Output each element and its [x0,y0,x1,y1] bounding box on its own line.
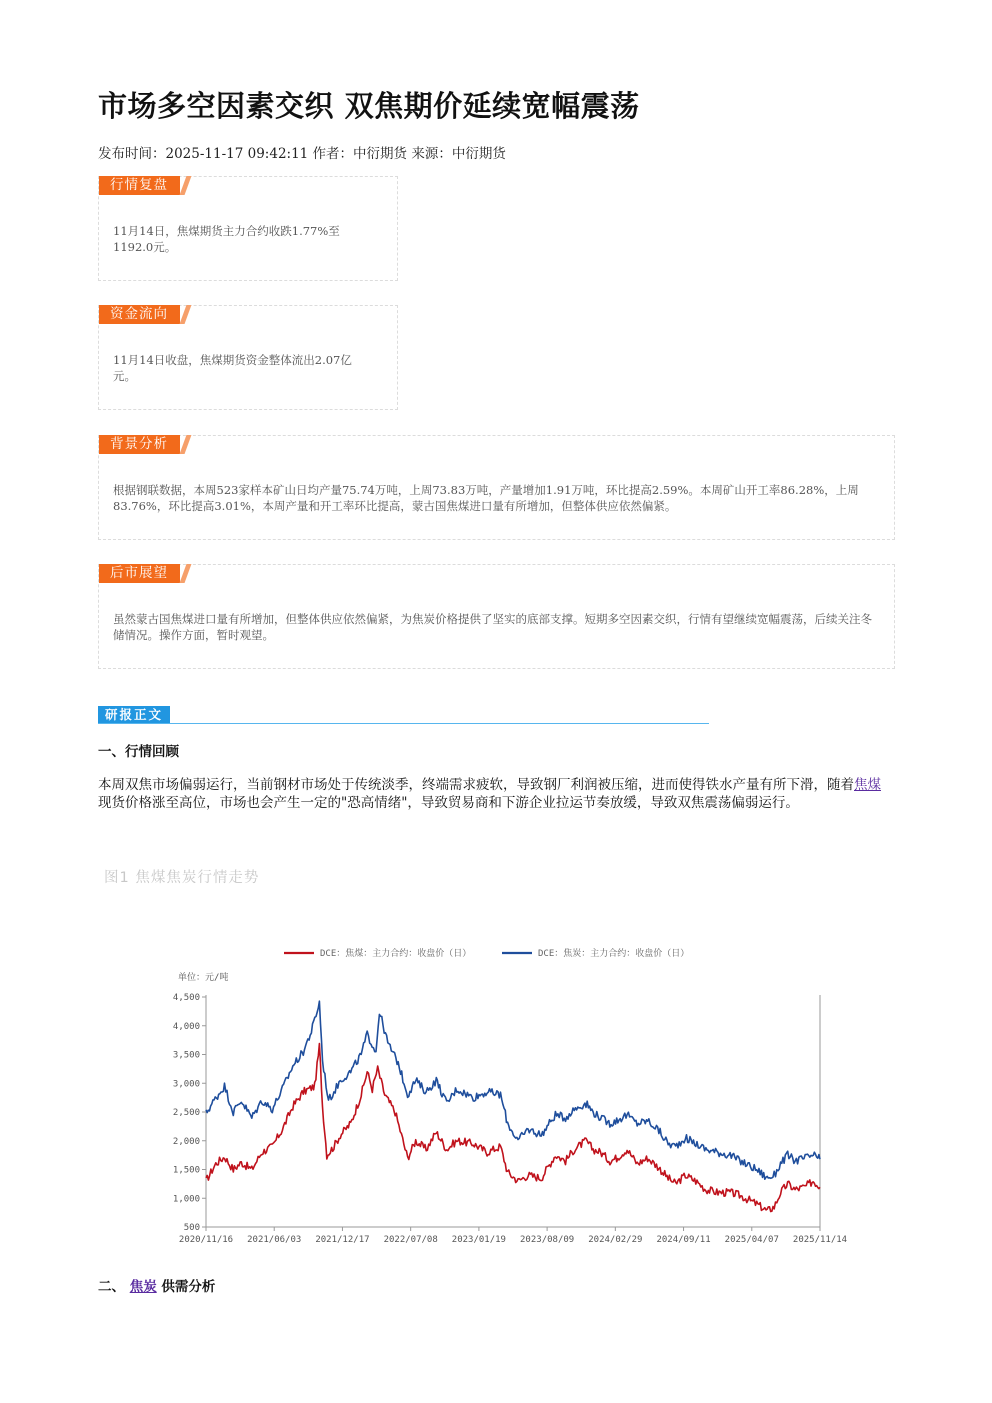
para-text-1: 本周双焦市场偏弱运行，当前钢材市场处于传统淡季，终端需求疲软，导致钢厂利润被压缩，进而使得铁水产量有所下滑，随着 [98,777,854,793]
legend-label: DCE：焦炭：主力合约：收盘价（日） [538,949,690,959]
card-background [98,435,895,540]
section2-suffix: 供需分析 [161,1279,216,1295]
y-tick-label: 500 [183,1223,200,1233]
x-tick-label: 2021/06/03 [247,1235,302,1245]
chart-series [206,1001,820,1211]
legend-label: DCE：焦煤：主力合约：收盘价（日） [320,949,472,959]
x-tick-label: 2020/11/16 [178,1235,234,1245]
article-title: 市场多空因素交织 双焦期价延续宽幅震荡 [98,89,640,123]
y-tick-label: 2,500 [172,1108,200,1118]
section2-prefix: 二、 [98,1279,125,1295]
y-tick-label: 4,500 [172,993,200,1003]
card-tag: 后市展望 [99,564,180,583]
x-tick-label: 2025/04/07 [724,1235,779,1245]
card-market-review [98,176,398,281]
y-tick-label: 2,000 [172,1136,200,1147]
y-tick-label: 1,500 [172,1165,200,1176]
section2-title [98,1275,215,1295]
card-text: 虽然蒙古国焦煤进口量有所增加，但整体供应依然偏紧，为焦炭价格提供了坚实的底部支撑。短期多空因素交织，行情有望继续宽幅震荡，后续关注冬储情况。操作方面，暂时观望。 [113,612,872,642]
y-tick-label: 3,500 [172,1050,200,1061]
card-fund-flow [98,305,398,410]
x-tick-label: 2025/11/14 [792,1235,848,1245]
x-tick-label: 2023/08/09 [520,1235,575,1245]
chart-unit-label: 单位：元/吨 [178,973,229,983]
card-text: 根据钢联数据，本周523家样本矿山日均产量75.74万吨，上周73.83万吨，产量增加1.91万吨，环比提高2.59%。本周矿山开工率86.28%，上周83.76%，环比提高3.01%，本周产量和开工率环比提高，蒙古国焦煤进口量有所增加，但整体供应依然偏紧。 [113,483,859,513]
para-text-2: 现货价格涨至高位，市场也会产生一定的"恐高情绪"，导致贸易商和下游企业拉运节奏放缓，导致双焦震荡偏弱运行。 [98,795,799,811]
y-axis [173,993,206,1233]
series-line-1 [206,1001,820,1179]
x-tick-label: 2024/02/29 [588,1235,643,1245]
link-coking-coal[interactable]: 焦煤 [854,777,881,793]
figure-caption: 图1 焦煤焦炭行情走势 [104,870,260,886]
y-tick-label: 4,000 [172,1021,200,1032]
card-tag: 背景分析 [99,435,180,454]
y-tick-label: 3,000 [172,1079,200,1090]
section1-title: 一、行情回顾 [98,744,179,760]
link-coke[interactable]: 焦炭 [129,1279,157,1295]
chart-legend [284,947,689,959]
x-axis [179,995,847,1245]
x-tick-label: 2021/12/17 [315,1235,370,1245]
series-line-0 [206,1044,820,1212]
research-tag: 研报正文 [98,706,170,724]
research-divider [98,723,709,724]
card-tag: 行情复盘 [99,176,180,195]
y-tick-label: 1,000 [172,1194,200,1205]
x-tick-label: 2022/07/08 [383,1235,438,1245]
article-meta: 发布时间：2025-11-17 09:42:11 作者：中衍期货 来源：中衍期货 [98,146,506,162]
card-text: 11月14日收盘，焦煤期货资金整体流出2.07亿元。 [113,353,352,383]
section1-paragraph [98,776,894,812]
card-outlook [98,564,895,669]
card-tag: 资金流向 [99,305,180,324]
x-tick-label: 2023/01/19 [451,1235,506,1245]
x-tick-label: 2024/09/11 [656,1235,711,1245]
price-line-chart [172,938,852,1248]
card-text: 11月14日，焦煤期货主力合约收跌1.77%至1192.0元。 [113,224,340,254]
